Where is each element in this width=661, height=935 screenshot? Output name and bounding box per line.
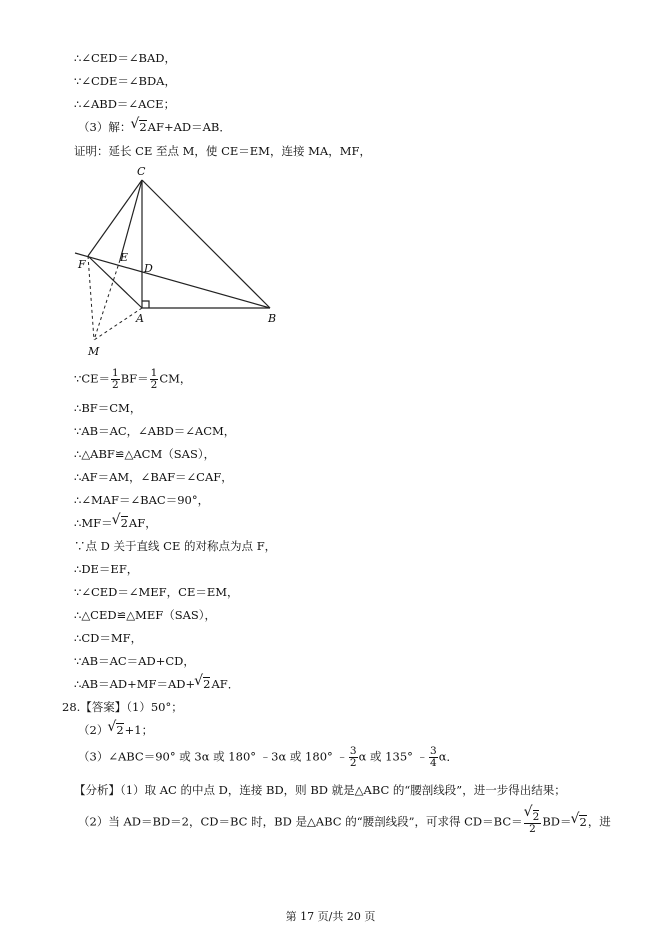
fraction-sqrt2-over-2: √ $\frac{2}{2}$	[524, 810, 542, 835]
sqrt-symbol: √ 2	[113, 515, 128, 531]
sqrt-symbol: √ 2	[131, 119, 146, 135]
proof-line-13: ∵点 D 关于直线 CE 的对称点为点 F，	[74, 539, 277, 553]
proof-line-9: ∴△ABF≌△ACM（SAS），	[74, 447, 216, 461]
fraction-half-2: $\frac{1}{2}$	[150, 367, 158, 391]
segment-cf	[88, 180, 142, 256]
right-angle-mark	[142, 301, 149, 308]
question-28-answer: 28.【答案】（1）50°；	[62, 700, 183, 714]
proof-line-7: ∴BF＝CM，	[74, 401, 142, 415]
geometry-figure	[70, 162, 290, 362]
analysis-line-1: 【分析】（1）取 AC 的中点 D，连接 BD，则 BD 就是△ABC 的“腰剖线段”，进一步得出结果；	[74, 783, 566, 797]
page-footer: 第 17 页/共 20 页	[285, 910, 376, 923]
proof-line-11: ∴∠MAF＝∠BAC＝90°，	[74, 493, 210, 507]
fraction-three-halves: $\frac{3}{2}$	[349, 745, 357, 769]
segment-am	[94, 308, 142, 340]
proof-line-18: ∵AB＝AC＝AD+CD，	[74, 654, 195, 668]
proof-line-15: ∵∠CED＝∠MEF，CE＝EM，	[74, 585, 239, 599]
proof-line-5: 证明：延长 CE 至点 M，使 CE＝EM，连接 MA，MF，	[74, 144, 371, 158]
proof-line-10: ∴AF＝AM，∠BAF＝∠CAF，	[74, 470, 233, 484]
fraction-three-quarters: $\frac{3}{4}$	[430, 745, 437, 769]
sqrt-symbol: √ 2	[195, 676, 210, 692]
answer-part-2: （2）√ 2+1；	[78, 722, 153, 738]
label-c: C	[137, 165, 146, 178]
fraction-half-1: $\frac{1}{2}$	[112, 367, 119, 391]
label-d: D	[144, 262, 153, 275]
label-b: B	[268, 312, 277, 325]
segment-fb	[75, 253, 270, 308]
answer-part-3: （3）∠ABC＝90° 或 3α 或 180° ﹣3α 或 180° ﹣ $\frac{3}{2}$ α 或 135° ﹣ $\frac{3}{4}$ α．	[78, 745, 459, 769]
label-f: F	[78, 258, 86, 271]
analysis-line-2: （2）当 AD＝BD＝2，CD＝BC 时，BD 是△ABC 的“腰剖线段”，可求得 CD＝BC＝ √ $\frac{2}{2}$ BD＝√ 2，进	[78, 810, 611, 835]
segment-em	[94, 260, 120, 340]
segment-fm	[88, 256, 94, 340]
proof-line-12: ∴MF＝√ 2AF，	[74, 515, 157, 531]
label-e: E	[120, 251, 129, 264]
label-m: M	[88, 345, 100, 358]
proof-line-3: ∴∠ABD＝∠ACE；	[74, 97, 176, 111]
label-a: A	[136, 312, 144, 325]
proof-line-6: ∵CE＝ $\frac{1}{2}$ BF＝ $\frac{1}{2}$ CM，	[74, 367, 192, 391]
proof-line-16: ∴△CED≌△MEF（SAS），	[74, 608, 217, 622]
proof-line-2: ∵∠CDE＝∠BDA，	[74, 74, 176, 88]
proof-line-17: ∴CD＝MF，	[74, 631, 143, 645]
segment-ce	[120, 180, 142, 260]
proof-line-8: ∵AB＝AC，∠ABD＝∠ACM，	[74, 424, 236, 438]
sqrt-symbol: √ 2	[571, 814, 586, 830]
sqrt-symbol: √ 2	[108, 722, 123, 738]
proof-line-1: ∴∠CED＝∠BAD，	[74, 51, 176, 65]
proof-line-4: （3）解：√ 2AF+AD＝AB．	[78, 119, 231, 135]
proof-line-19: ∴AB＝AD+MF＝AD+√ 2AF．	[74, 676, 239, 692]
proof-line-14: ∴DE＝EF，	[74, 562, 139, 576]
segment-cb	[142, 180, 270, 308]
